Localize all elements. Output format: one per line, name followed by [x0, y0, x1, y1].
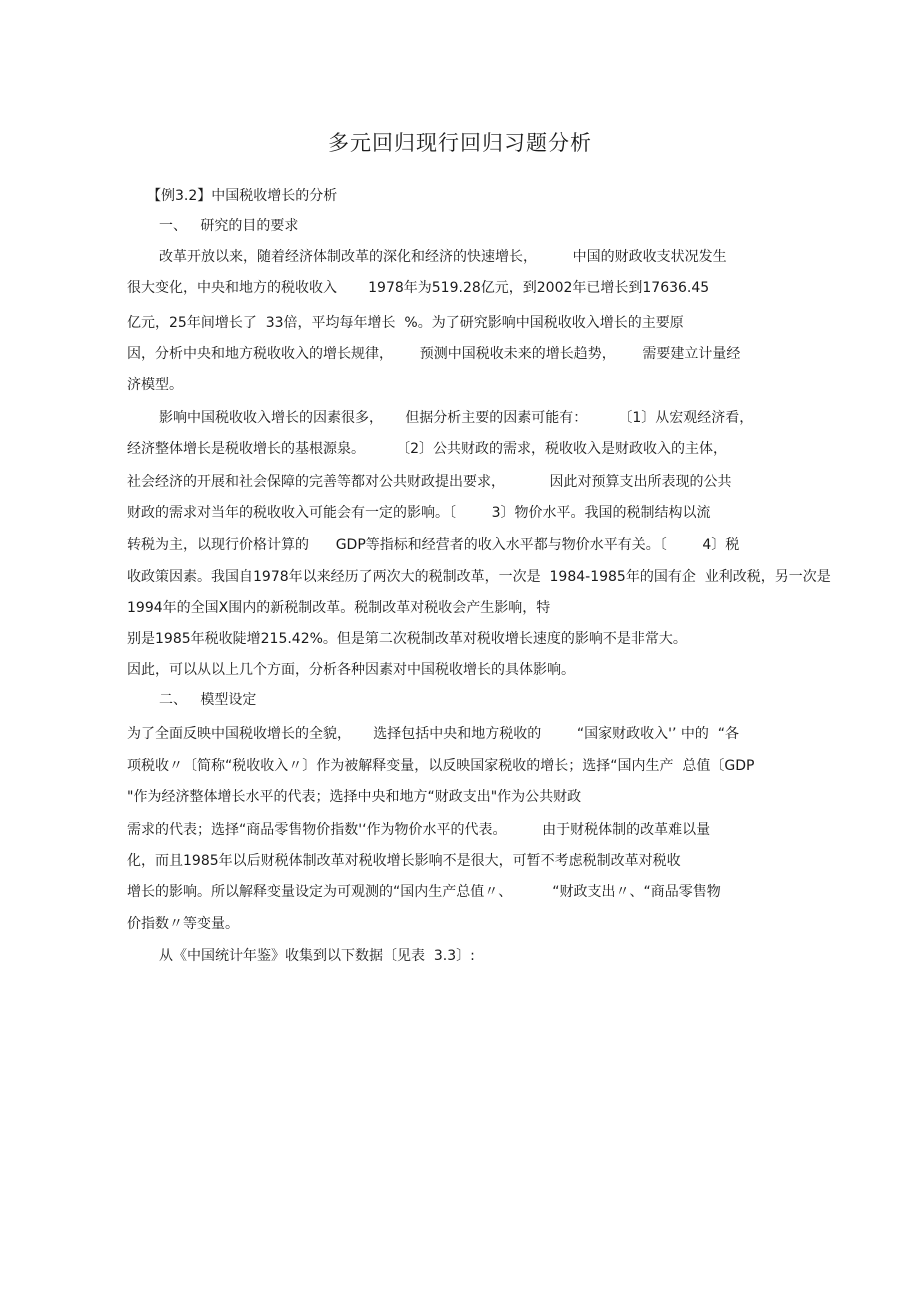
- example-heading: 【例3.2】中国税收增长的分析: [147, 188, 338, 204]
- paragraph-line: 别是1985年税收陡增215.42%。但是第二次税制改革对税收增长速度的影响不是非常大。: [127, 631, 687, 647]
- paragraph-line: 改革开放以来，随着经济体制改革的深化和经济的快速增长， 中国的财政收支状况发生: [159, 249, 727, 265]
- paragraph-line: 价指数〃等变量。: [127, 916, 239, 932]
- paragraph-line: 增长的影响。所以解释变量设定为可观测的“国内生产总值〃、 “财政支出〃、“商品零售物: [127, 884, 721, 900]
- paragraph-line: 因，分析中央和地方税收收入的增长规律， 预测中国税收未来的增长趋势， 需要建立计量经: [127, 346, 741, 362]
- paragraph-line: 亿元，25年间增长了 33倍，平均每年增长 %。为了研究影响中国税收收入增长的主要原: [127, 315, 684, 331]
- paragraph-line: 收政策因素。我国自1978年以来经历了两次大的税制改革，一次是 1984-1985年的国有企 业利改税，另一次是: [127, 569, 831, 585]
- paragraph-line: "作为经济整体增长水平的代表；选择中央和地方“财政支出"作为公共财政: [127, 789, 582, 805]
- paragraph-line: 社会经济的开展和社会保障的完善等都对公共财政提出要求， 因此对预算支出所表现的公共: [127, 474, 732, 490]
- section-heading-research-purpose: 一、 研究的目的要求: [159, 218, 299, 234]
- data-source-line: 从《中国统计年鉴》收集到以下数据〔见表 3.3〕:: [159, 948, 475, 964]
- paragraph-line: 转税为主，以现行价格计算的 GDP等指标和经营者的收入水平都与物价水平有关。〔 4〕税: [127, 537, 740, 553]
- paragraph-line: 1994年的全国X围内的新税制改革。税制改革对税收会产生影响，特: [127, 600, 551, 616]
- paragraph-line: 化，而且1985年以后财税体制改革对税收增长影响不是很大，可暂不考虑税制改革对税收: [127, 853, 681, 869]
- paragraph-line: 影响中国税收收入增长的因素很多， 但据分析主要的因素可能有： 〔1〕从宏观经济看，: [159, 410, 754, 426]
- paragraph-line: 为了全面反映中国税收增长的全貌， 选择包括中央和地方税收的 “国家财政收入'’ 中的 “各: [127, 726, 740, 742]
- paragraph-line: 财政的需求对当年的税收收入可能会有一定的影响。〔 3〕物价水平。我国的税制结构以流: [127, 505, 711, 521]
- paragraph-line: 很大变化，中央和地方的税收收入 1978年为519.28亿元，到2002年已增长到17636.45: [127, 280, 710, 296]
- paragraph-line: 济模型。: [127, 377, 183, 393]
- paragraph-line: 因此，可以从以上几个方面，分析各种因素对中国税收增长的具体影响。: [127, 662, 575, 678]
- section-heading-model-setup: 二、 模型设定: [159, 692, 257, 708]
- paragraph-line: 项税收〃〔简称“税收收入〃〕作为被解释变量，以反映国家税收的增长；选择“国内生产 总值〔GDP: [127, 758, 755, 774]
- paragraph-line: 需求的代表；选择“商品零售物价指数'‘作为物价水平的代表。 由于财税体制的改革难以量: [127, 822, 711, 838]
- paragraph-line: 经济整体增长是税收增长的基根源泉。 〔2〕公共财政的需求，税收收入是财政收入的主体，: [127, 441, 728, 457]
- document-title: 多元回归现行回归习题分析: [328, 131, 592, 155]
